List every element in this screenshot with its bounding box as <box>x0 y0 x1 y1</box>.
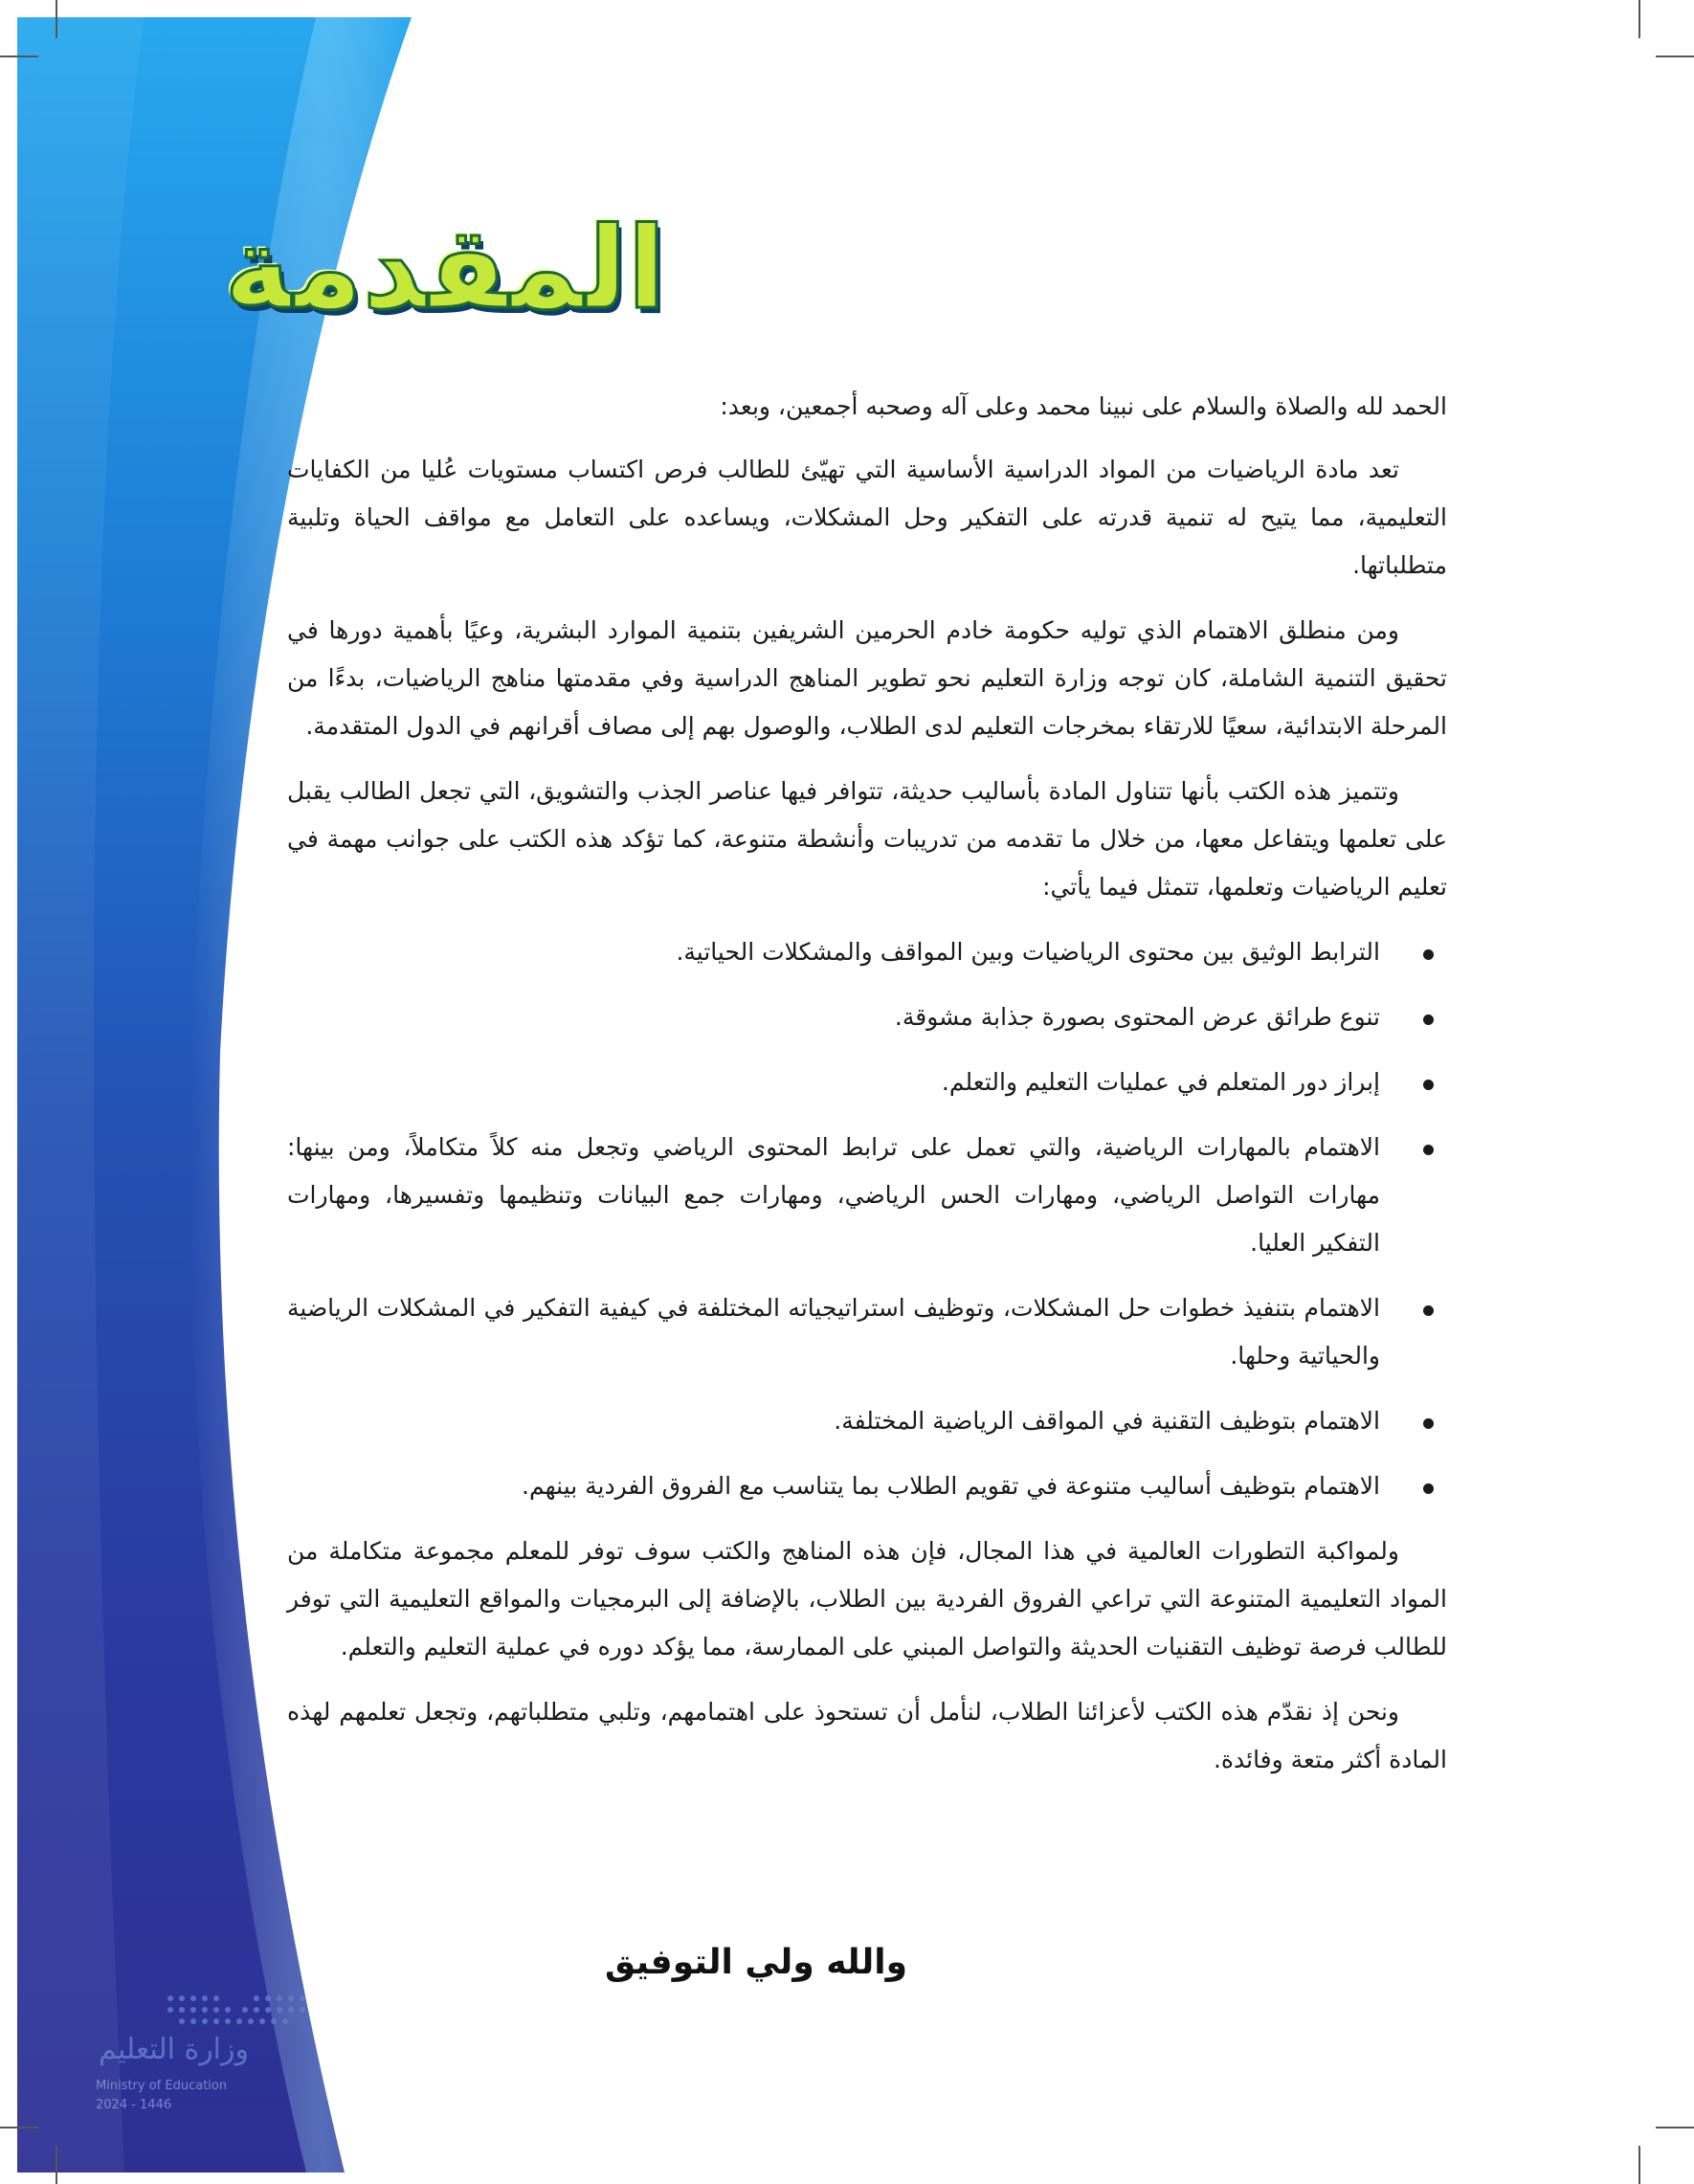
ministry-logo <box>96 1991 316 2125</box>
list-item-text: إبراز دور المتعلم في عمليات التعليم والتعلم. <box>941 1068 1380 1096</box>
crop-mark <box>1656 2127 1694 2128</box>
introduction-text <box>287 383 1447 1801</box>
logo-year-text: 2024 - 1446 <box>96 2098 172 2112</box>
bullet-icon <box>1423 1145 1434 1155</box>
list-item-text: الاهتمام بتوظيف أساليب متنوعة في تقويم الطلاب بما يتناسب مع الفروق الفردية بينهم. <box>522 1472 1380 1500</box>
bullet-icon <box>1423 1014 1434 1025</box>
list-item <box>287 1059 1447 1106</box>
paragraph: ولمواكبة التطورات العالمية في هذا المجال، فإن هذه المناهج والكتب سوف توفر للمعلم مجموعة متكاملة من المواد التعليمية المتنوعة التي تراعي الفروق الفردية بين الطلاب، بالإضافة إلى البرمجيات والمواقع التعليمية التي توفر للطالب فرصة توظيف التقنيات الحديثة والتواصل المبني على الممارسة، مما يؤكد دوره في عملية التعليم والتعلم. <box>287 1537 1447 1660</box>
list-item <box>287 1462 1447 1510</box>
list-item <box>287 993 1447 1041</box>
bullet-icon <box>1423 1483 1434 1494</box>
logo-english-text: Ministry of Education <box>96 2079 228 2093</box>
paragraph: تعد مادة الرياضيات من المواد الدراسية الأساسية التي تهيّئ للطالب فرص اكتساب مستويات عُليا من الكفايات التعليمية، مما يتيح له تنمية قدرته على التفكير وحل المشكلات، ويساعده على التعامل مع مواقف الحياة وتلبية متطلباتها. <box>287 456 1447 579</box>
list-item <box>287 928 1447 976</box>
paragraph: ونحن إذ نقدّم هذه الكتب لأعزائنا الطلاب، لنأمل أن تستحوذ على اهتمامهم، وتلبي متطلباتهم، وتجعل تعلمهم لهذه المادة أكثر متعة وفائدة. <box>287 1698 1447 1773</box>
page-title: المقدمة <box>224 202 666 334</box>
list-item-text: تنوع طرائق عرض المحتوى بصورة جذابة مشوقة. <box>894 1003 1380 1031</box>
crop-mark <box>56 2146 57 2184</box>
features-list <box>287 928 1447 1510</box>
crop-mark <box>0 2127 38 2128</box>
list-item-text: الاهتمام بالمهارات الرياضية، والتي تعمل على ترابط المحتوى الرياضي وتجعل منه كلاً متكاملاً، ومن بينها: مهارات التواصل الرياضي، ومهارات الحس الرياضي، ومهارات جمع البيانات وتنظيمها وتفسيرها، ومهارات التفكير العليا. <box>287 1133 1380 1257</box>
closing-phrase: والله ولي التوفيق <box>605 1943 907 1982</box>
list-item-text: الترابط الوثيق بين محتوى الرياضيات وبين المواقف والمشكلات الحياتية. <box>676 938 1380 966</box>
bullet-icon <box>1423 1080 1434 1090</box>
bullet-icon <box>1423 949 1434 960</box>
logo-dots-icon <box>163 1991 316 2029</box>
logo-arabic-text: وزارة التعليم <box>98 2033 249 2066</box>
crop-mark <box>1638 2146 1640 2184</box>
paragraph: وتتميز هذه الكتب بأنها تتناول المادة بأساليب حديثة، تتوافر فيها عناصر الجذب والتشويق، التي تجعل الطالب يقبل على تعلمها ويتفاعل معها، من خلال ما تقدمه من تدريبات وأنشطة متنوعة، كما تؤكد هذه الكتب على جوانب مهمة في تعليم الرياضيات وتعلمها، تتمثل فيما يأتي: <box>287 777 1447 901</box>
list-item-text: الاهتمام بتوظيف التقنية في المواقف الرياضية المختلفة. <box>834 1407 1380 1435</box>
crop-mark <box>0 56 38 57</box>
bullet-icon <box>1423 1305 1434 1316</box>
list-item-text: الاهتمام بتنفيذ خطوات حل المشكلات، وتوظيف استراتيجياته المختلفة في كيفية التفكير في المشكلات الرياضية والحياتية وحلها. <box>287 1294 1380 1370</box>
list-item <box>287 1284 1447 1380</box>
bullet-icon <box>1423 1418 1434 1429</box>
crop-mark <box>1656 56 1694 57</box>
list-item <box>287 1397 1447 1445</box>
paragraph: ومن منطلق الاهتمام الذي توليه حكومة خادم الحرمين الشريفين بتنمية الموارد البشرية، وعيًا بأهمية دورها في تحقيق التنمية الشاملة، كان توجه وزارة التعليم نحو تطوير المناهج الدراسية وفي مقدمتها مناهج الرياضيات، بدءًا من المرحلة الابتدائية، سعيًا للارتقاء بمخرجات التعليم لدى الطلاب، والوصول بهم إلى مصاف أقرانهم في الدول المتقدمة. <box>287 616 1447 740</box>
list-item <box>287 1124 1447 1267</box>
crop-mark <box>1638 0 1640 38</box>
opening-line: الحمد لله والصلاة والسلام على نبينا محمد وعلى آله وصحبه أجمعين، وبعد: <box>720 392 1447 420</box>
crop-mark <box>56 0 57 38</box>
